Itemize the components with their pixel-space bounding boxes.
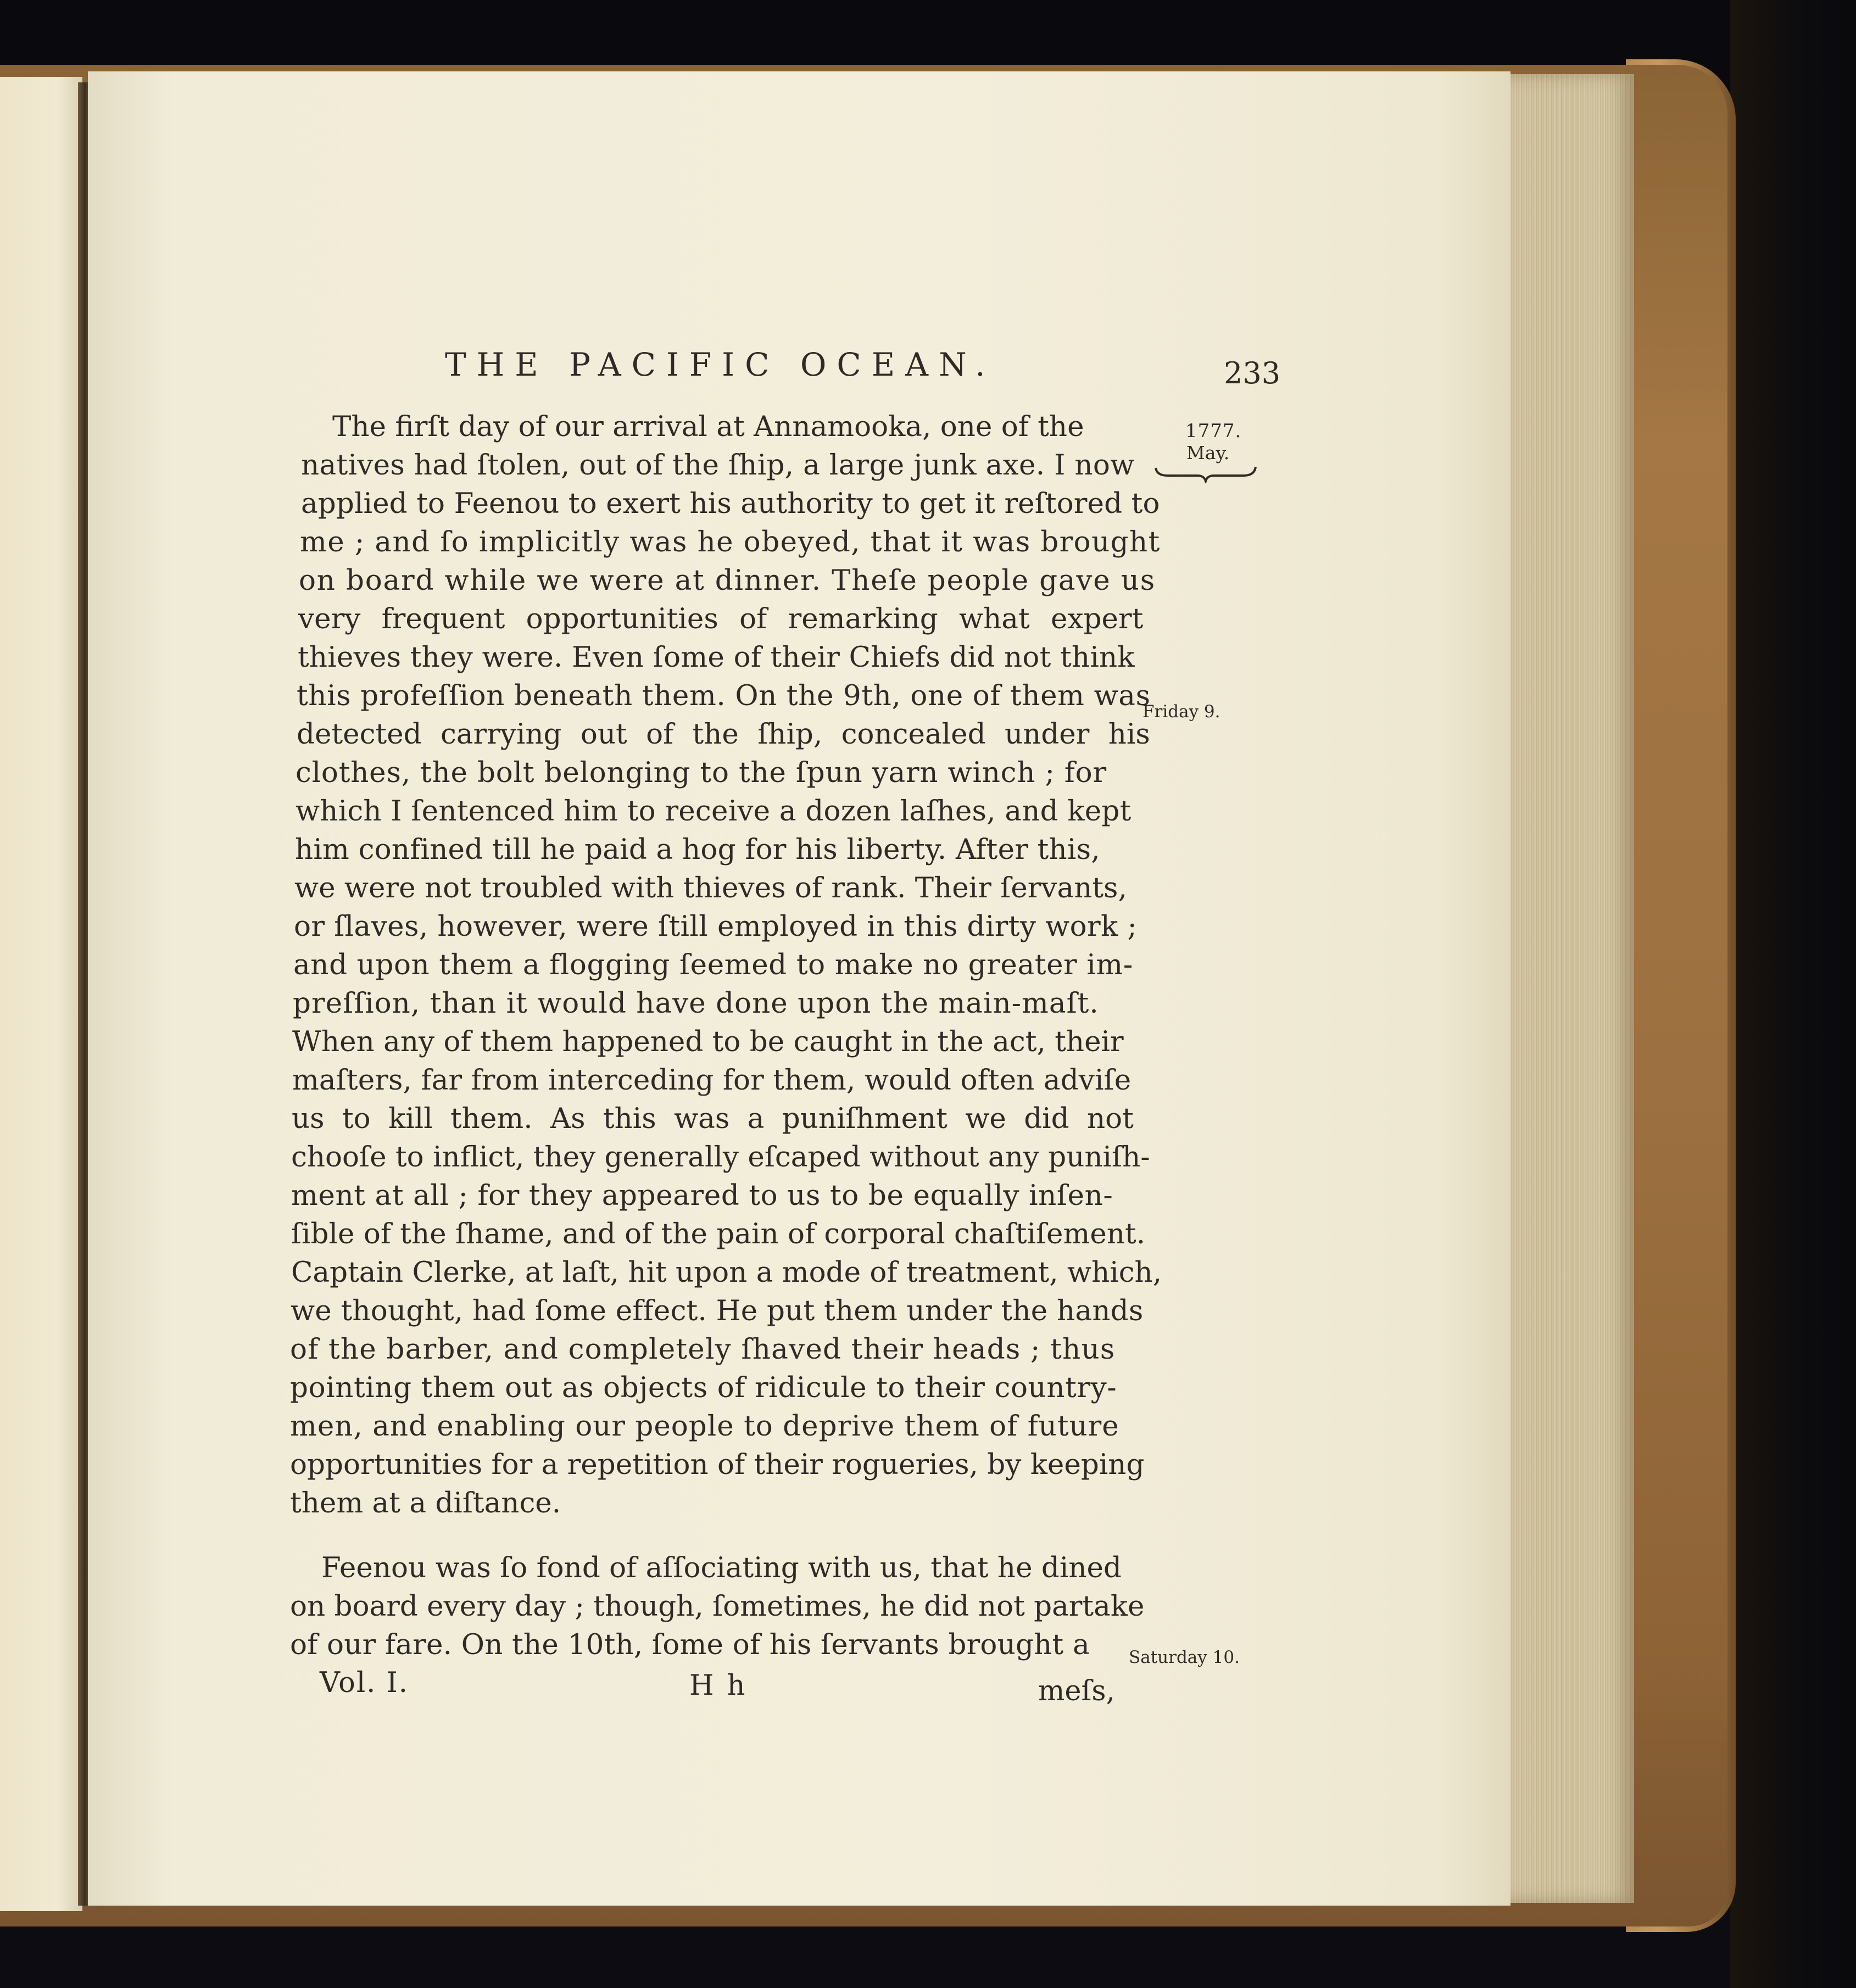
left-page (0, 77, 82, 1911)
signature-mark: H h (689, 1669, 748, 1702)
text-line: or ſlaves, however, were ſtill employed in this dirty work ; (294, 910, 1138, 943)
backdrop (1730, 0, 1856, 1988)
catchword: meſs, (1038, 1675, 1115, 1707)
text-line: opportunities for a repetition of their rogueries, by keeping (290, 1448, 1145, 1481)
text-line: When any of them happened to be caught in the act, their (292, 1025, 1124, 1058)
text-line: applied to Feenou to exert his authority to get it reſtored to (301, 487, 1160, 520)
running-head: THE PACIFIC OCEAN. (445, 346, 996, 383)
text-line: natives had ſtolen, out of the ſhip, a large junk axe. I now (301, 449, 1135, 482)
margin-month: May. (1186, 442, 1230, 464)
text-line: ment at all ; for they appeared to us to be equally inſen- (291, 1179, 1113, 1212)
text-line: which I ſentenced him to receive a dozen laſhes, and kept (296, 795, 1132, 828)
text-line: of our fare. On the 10th, ſome of his ſervants brought a (290, 1628, 1090, 1661)
brace-icon (1153, 461, 1258, 483)
text-line: and upon them a flogging ſeemed to make no greater im- (293, 948, 1133, 981)
text-line: thieves they were. Even ſome of their Chiefs did not think (298, 641, 1135, 674)
text-line: Captain Clerke, at laſt, hit upon a mode of treatment, which, (291, 1256, 1162, 1289)
text-line: me ; and ſo implicitly was he obeyed, that it was brought (300, 526, 1161, 559)
margin-year: 1777. (1185, 420, 1242, 442)
text-line: men, and enabling our people to deprive them of future (290, 1410, 1119, 1443)
text-line: we were not troubled with thieves of rank. Their ſervants, (294, 872, 1127, 904)
volume-label: Vol. I. (320, 1667, 409, 1699)
text-line: on board while we were at dinner. Theſe people gave us (299, 564, 1156, 597)
text-line: preſſion, than it would have done upon the main-maſt. (293, 987, 1099, 1020)
text-line: them at a diſtance. (290, 1487, 561, 1520)
text-line: chooſe to inflict, they generally eſcaped without any puniſh- (291, 1141, 1150, 1174)
text-line: on board every day ; though, ſometimes, he did not partake (290, 1590, 1145, 1623)
text-line: detected carrying out of the ſhip, concealed under his (297, 718, 1150, 751)
text-line: very frequent opportunities of remarking what expert (298, 602, 1144, 635)
text-line: pointing them out as objects of ridicule to their country- (290, 1371, 1117, 1404)
page-edges (1502, 74, 1634, 1903)
text-line: clothes, the bolt belonging to the ſpun yarn winch ; for (296, 756, 1107, 789)
text-line: this profeſſion beneath them. On the 9th, one of them was (297, 679, 1151, 712)
side-note-friday: Friday 9. (1142, 702, 1220, 722)
text-line: of the barber, and completely ſhaved their heads ; thus (290, 1333, 1116, 1366)
text-line: maſters, far from interceding for them, would often adviſe (292, 1064, 1132, 1097)
text-line: Feenou was ſo fond of aſſociating with us, that he dined (321, 1551, 1122, 1584)
text-line: us to kill them. As this was a puniſhment we did not (292, 1102, 1134, 1135)
text-line: him confined till he paid a hog for his liberty. After this, (295, 833, 1100, 866)
text-line: The firſt day of our arrival at Annamooka, one of the (332, 410, 1084, 443)
page-number: 233 (1224, 356, 1281, 390)
text-line: we thought, had ſome effect. He put them under the hands (291, 1294, 1144, 1327)
text-line: ſible of the ſhame, and of the pain of corporal chaſtiſement. (291, 1218, 1146, 1250)
side-note-saturday: Saturday 10. (1129, 1648, 1240, 1667)
